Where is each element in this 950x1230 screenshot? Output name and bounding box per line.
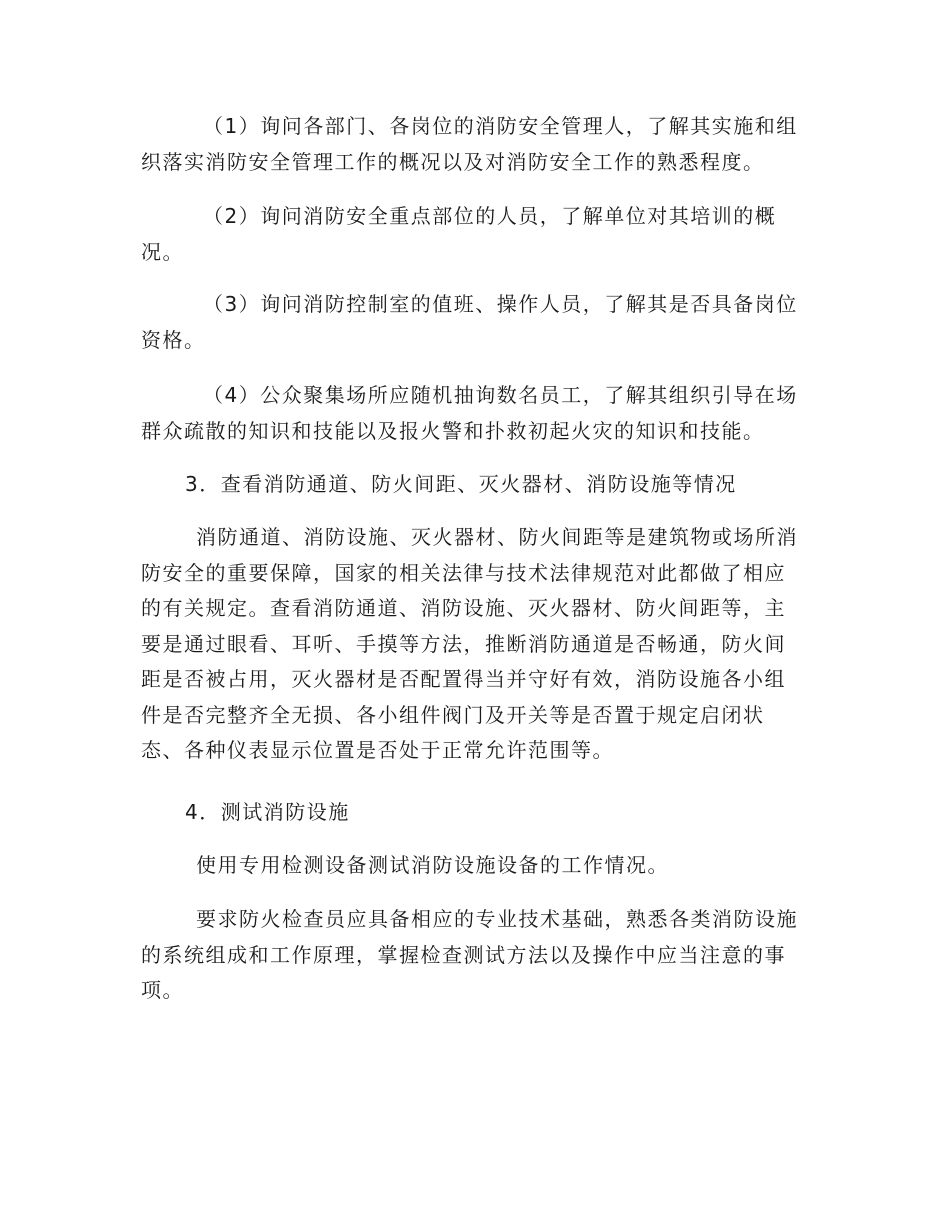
text-line: （2）询问消防安全重点部位的人员，了解单位对其培训的概 bbox=[203, 204, 777, 228]
paragraph-inquiry-control-room bbox=[141, 287, 821, 358]
text-line: 防安全的重要保障，国家的相关法律与技术法律规范对此都做了相应 bbox=[141, 560, 786, 585]
text-line: （3）询问消防控制室的值班、操作人员，了解其是否具备岗位 bbox=[203, 292, 798, 316]
paragraph-inquiry-employees bbox=[141, 378, 821, 449]
text-line: 要是通过眼看、耳听、手摸等方法，推断消防通道是否畅通，防火间 bbox=[141, 631, 786, 656]
text-line: 态、各种仪表显示位置是否处于正常允许范围等。 bbox=[141, 738, 614, 762]
text-line: 的有关规定。查看消防通道、消防设施、灭火器材、防火间距等，主 bbox=[141, 596, 786, 620]
text-line: （1）询问各部门、各岗位的消防安全管理人，了解其实施和组 bbox=[203, 114, 798, 138]
text-line: （4）公众聚集场所应随机抽询数名员工，了解其组织引导在场 bbox=[203, 383, 798, 407]
text-line: 消防通道、消防设施、灭火器材、防火间距等是建筑物或场所消 bbox=[196, 525, 798, 549]
text-line: 项。 bbox=[141, 978, 184, 1002]
heading-line: 4．测试消防设施 bbox=[185, 800, 350, 824]
text-line: 资格。 bbox=[141, 327, 206, 352]
paragraph-inspector-requirements bbox=[141, 902, 821, 1009]
section-heading-3 bbox=[141, 467, 821, 503]
text-line: 织落实消防安全管理工作的概况以及对消防安全工作的熟悉程度。 bbox=[141, 149, 765, 174]
text-line: 使用专用检测设备测试消防设施设备的工作情况。 bbox=[196, 853, 669, 877]
text-line: 的系统组成和工作原理，掌握检查测试方法以及操作中应当注意的事 bbox=[141, 942, 786, 967]
text-line: 群众疏散的知识和技能以及报火警和扑救初起火灾的知识和技能。 bbox=[141, 418, 765, 443]
paragraph-testing-equipment bbox=[141, 848, 821, 884]
section-heading-4 bbox=[141, 795, 821, 831]
text-line: 要求防火检查员应具备相应的专业技术基础，熟悉各类消防设施 bbox=[196, 907, 798, 931]
paragraph-inquiry-key-personnel bbox=[141, 199, 821, 270]
paragraph-inspection-description bbox=[141, 520, 821, 769]
text-line: 距是否被占用，灭火器材是否配置得当并守好有效，消防设施各小组 bbox=[141, 667, 786, 691]
paragraph-inquiry-managers bbox=[141, 109, 821, 180]
text-line: 件是否完整齐全无损、各小组件阀门及开关等是否置于规定启闭状 bbox=[141, 702, 765, 727]
heading-line: 3．查看消防通道、防火间距、灭火器材、消防设施等情况 bbox=[185, 472, 737, 496]
text-line: 况。 bbox=[141, 239, 184, 264]
